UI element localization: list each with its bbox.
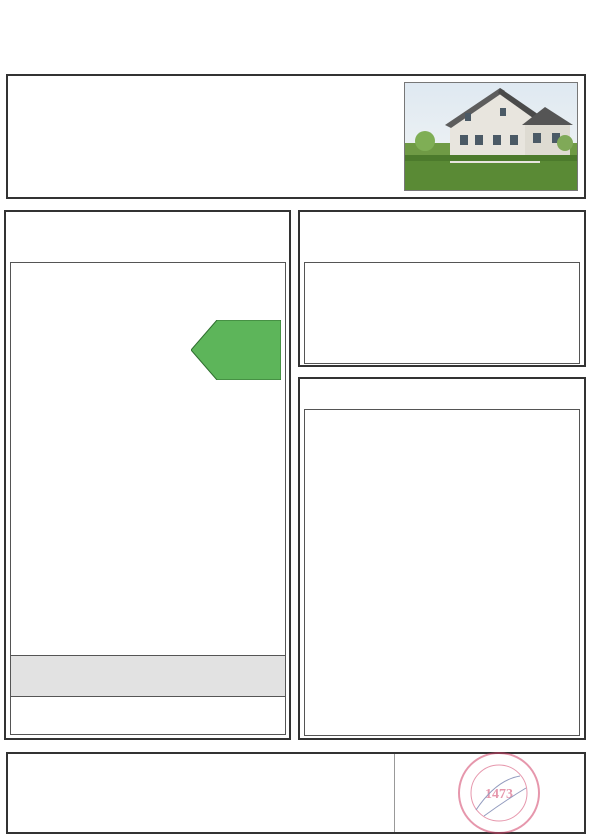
classification-scale: [10, 262, 286, 657]
building-info-panel: [6, 74, 586, 199]
classification-panel: [4, 210, 291, 740]
distribution-pie: [481, 269, 561, 349]
footer-divider: [394, 754, 395, 832]
svg-text:1473: 1473: [485, 787, 513, 802]
footer-panel: [6, 752, 586, 834]
requirement-result-box: [11, 696, 285, 734]
energy-distribution-panel: [298, 210, 586, 367]
indicators-table: [304, 409, 580, 736]
distribution-chart: [304, 262, 580, 364]
distribution-legend: [315, 268, 485, 328]
result-arrow: [191, 320, 281, 380]
indicators-panel: [298, 377, 586, 740]
building-photo: [404, 82, 578, 191]
requirement-box: [10, 655, 286, 735]
official-stamp: [456, 750, 542, 836]
